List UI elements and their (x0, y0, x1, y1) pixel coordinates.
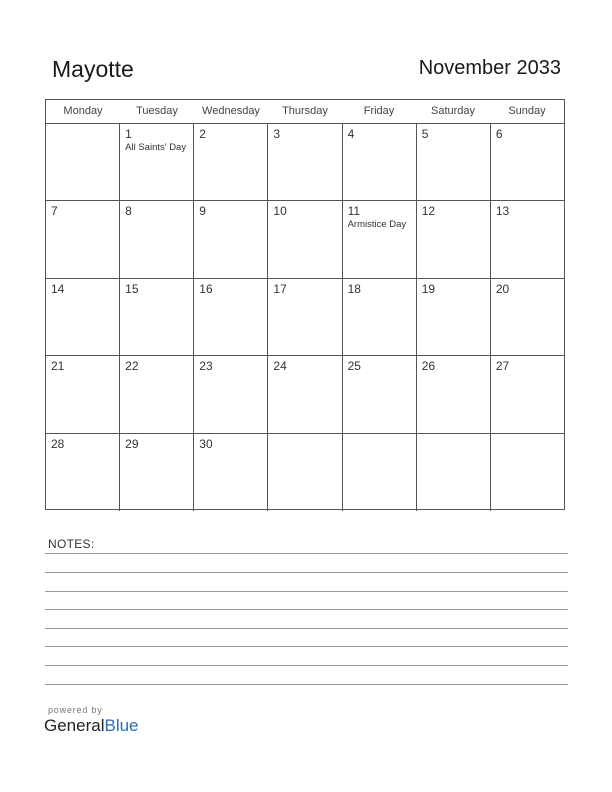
day-number: 2 (199, 127, 206, 141)
day-number: 23 (199, 359, 213, 374)
day-cell (343, 279, 417, 355)
weekday-tuesday: Tuesday (136, 105, 178, 117)
week-row (46, 434, 564, 511)
weekday-thursday: Thursday (282, 105, 328, 117)
day-number: 8 (125, 204, 132, 219)
notes-line (45, 609, 568, 610)
notes-line (45, 572, 568, 573)
notes-line (45, 646, 568, 647)
day-number: 18 (347, 281, 361, 296)
day-number: 3 (273, 127, 281, 141)
day-number: 29 (125, 436, 139, 451)
day-cell (46, 434, 120, 511)
day-cell (46, 356, 120, 432)
week-row (46, 124, 564, 201)
country-title: Mayotte (52, 56, 134, 82)
day-cell (194, 201, 268, 277)
day-cell (120, 356, 194, 432)
day-number: 7 (51, 204, 58, 219)
day-cell (46, 279, 120, 355)
day-cell (491, 201, 564, 277)
holiday-label: All Saints' Day (125, 142, 187, 153)
day-cell (417, 124, 491, 200)
month-year-title: November 2033 (418, 57, 561, 79)
notes-label: NOTES: (48, 537, 95, 551)
day-number: 12 (421, 204, 436, 219)
day-cell (268, 279, 342, 355)
day-cell (491, 124, 564, 200)
day-number: 13 (495, 204, 510, 219)
day-cell (120, 201, 194, 277)
day-number: 26 (421, 359, 436, 374)
day-number: 5 (421, 127, 429, 141)
day-number: 4 (347, 127, 355, 141)
day-number: 16 (199, 281, 213, 296)
day-cell (417, 201, 491, 277)
day-number: 28 (51, 436, 65, 451)
weekday-friday: Friday (363, 105, 395, 117)
week-row (46, 279, 564, 356)
day-cell (46, 201, 120, 277)
day-cell (268, 434, 342, 511)
day-cell (194, 279, 268, 355)
day-number: 6 (495, 127, 503, 141)
holiday-label: Armistice Day (347, 219, 407, 231)
week-row (46, 356, 564, 433)
day-cell (491, 356, 564, 432)
day-cell (417, 434, 491, 511)
day-cell (491, 279, 564, 355)
day-number: 19 (421, 281, 436, 296)
day-cell (120, 124, 194, 200)
day-number: 1 (125, 127, 132, 141)
day-number: 30 (199, 436, 213, 451)
notes-line (45, 665, 568, 666)
day-number: 9 (199, 204, 206, 219)
day-number: 10 (273, 204, 287, 219)
brand-general: General (44, 716, 105, 735)
generalblue-logo (44, 716, 139, 736)
calendar-grid (45, 99, 565, 510)
day-number: 21 (51, 359, 65, 374)
day-cell (417, 279, 491, 355)
powered-by-text: powered by (48, 705, 103, 715)
weekday-monday: Monday (63, 105, 103, 117)
day-cell (343, 356, 417, 432)
notes-line (45, 553, 568, 554)
weekday-wednesday: Wednesday (202, 105, 260, 117)
day-number: 15 (125, 281, 139, 296)
day-cell (417, 356, 491, 432)
day-cell (343, 201, 417, 277)
day-number: 14 (51, 281, 65, 296)
weekday-saturday: Saturday (430, 105, 476, 117)
day-cell (491, 434, 564, 511)
day-cell (194, 356, 268, 432)
day-number: 22 (125, 359, 139, 374)
weekday-header-row (46, 100, 564, 124)
day-cell (343, 124, 417, 200)
week-row (46, 201, 564, 278)
day-number: 17 (273, 281, 287, 296)
weekday-sunday: Sunday (508, 105, 546, 117)
day-cell (120, 279, 194, 355)
notes-line (45, 628, 568, 629)
notes-line (45, 684, 568, 685)
day-number: 20 (495, 281, 510, 296)
day-cell (268, 124, 342, 200)
day-number: 24 (273, 359, 287, 374)
day-cell (120, 434, 194, 511)
day-number: 25 (347, 359, 361, 374)
day-cell (46, 124, 120, 200)
day-cell (194, 124, 268, 200)
day-cell (343, 434, 417, 511)
day-number: 11 (347, 204, 361, 219)
notes-line (45, 591, 568, 592)
brand-blue: Blue (104, 716, 139, 735)
day-number: 27 (495, 359, 510, 374)
day-cell (194, 434, 268, 511)
day-cell (268, 356, 342, 432)
day-cell (268, 201, 342, 277)
